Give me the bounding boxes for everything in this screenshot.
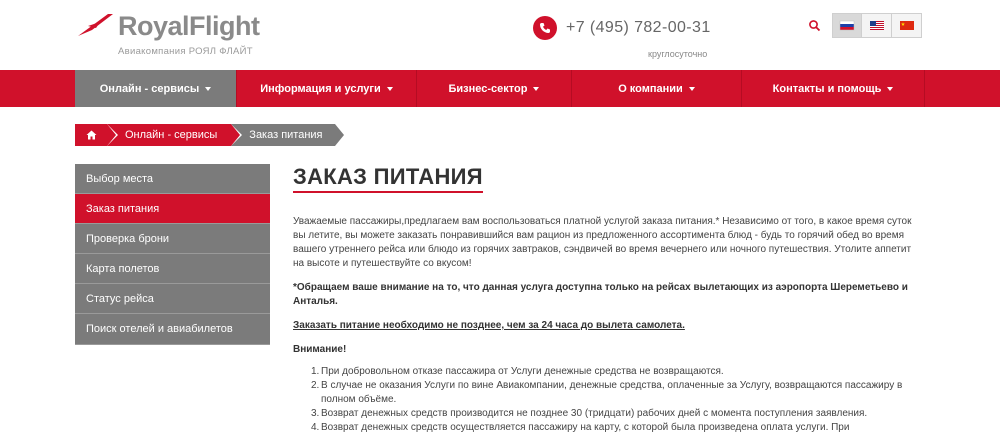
- nav-online-services[interactable]: [75, 70, 237, 107]
- rules-list: [311, 365, 925, 435]
- lang-cn-button[interactable]: [892, 13, 922, 38]
- rule-text: Возврат денежных средств производится не позднее 30 (тридцати) рабочих дней с момента поступления заявления.: [321, 408, 868, 419]
- sidebar-item-flight-map[interactable]: Карта полетов: [75, 254, 270, 284]
- language-switcher: [832, 13, 922, 38]
- rule-text: В случае не оказания Услуги по вине Авиакомпании, денежные средства, оплаченные за Услугу, возвращаются пассажиру в полном объёме.: [321, 380, 903, 405]
- nav-item-label: Онлайн - сервисы: [99, 82, 200, 95]
- deadline-text: Заказать питание необходимо не позднее, чем за 24 часа до вылета самолета.: [293, 320, 685, 331]
- breadcrumb-current: [231, 124, 334, 146]
- breadcrumb-home[interactable]: [75, 124, 107, 146]
- breadcrumb-label: Онлайн - сервисы: [125, 129, 218, 141]
- nav-item-label: Контакты и помощь: [772, 82, 882, 95]
- nav-business[interactable]: [417, 70, 572, 107]
- ru-flag-icon: [840, 21, 854, 30]
- brand-name: RoyalFlight: [118, 11, 260, 41]
- sidebar-item-booking-check[interactable]: Проверка брони: [75, 224, 270, 254]
- phone-number: +7 (495) 782-00-31: [566, 19, 711, 36]
- main-content: [293, 164, 933, 435]
- nav-about[interactable]: [572, 70, 742, 107]
- list-item: 1. При добровольном отказе пассажира от Услуги денежные средства не возвращаются.: [311, 366, 724, 377]
- chevron-down-icon: [387, 87, 393, 91]
- breadcrumb: [75, 124, 335, 146]
- chevron-down-icon: [205, 87, 211, 91]
- nav-info-services[interactable]: [237, 70, 417, 107]
- rule-text: При добровольном отказе пассажира от Услуги денежные средства не возвращаются.: [321, 366, 724, 377]
- nav-item-label: Информация и услуги: [260, 82, 381, 95]
- lang-ru-button[interactable]: [832, 13, 862, 38]
- sidebar-item-flight-status[interactable]: Статус рейса: [75, 284, 270, 314]
- sidebar-item-seat-selection[interactable]: Выбор места: [75, 164, 270, 194]
- brand-subtitle: Авиакомпания РОЯЛ ФЛАЙТ: [118, 46, 253, 57]
- intro-text: Уважаемые пассажиры,предлагаем вам воспользоваться платной услугой заказа питания.* Независимо от того, в какое время суток вы летите, вы можете заказать понравившийся вам рацион из предложенного ассортимента блюд - будь то горячий обед во время вашего утреннего рейса или блюдо из горячих завтраков, сэндвичей во время вечернего или ночного путешествия. Утолите аппетит на высоте и путешествуйте со вкусом!: [293, 216, 912, 269]
- search-icon[interactable]: [808, 19, 822, 33]
- logo-mark-icon: [78, 12, 114, 38]
- notice-text: *Обращаем ваше внимание на то, что данная услуга доступна только на рейсах вылетающих из аэропорта Шереметьево и Анталья.: [293, 282, 908, 307]
- nav-item-label: Бизнес-сектор: [448, 82, 528, 95]
- list-item: 3. Возврат денежных средств производится не позднее 30 (тридцати) рабочих дней с момента поступления заявления.: [311, 408, 868, 419]
- nav-contacts[interactable]: [742, 70, 925, 107]
- list-item: 2. В случае не оказания Услуги по вине Авиакомпании, денежные средства, оплаченные за Услугу, возвращаются пассажиру в полном объёме.: [311, 379, 925, 407]
- lang-en-button[interactable]: [862, 13, 892, 38]
- site-header: [0, 0, 1000, 70]
- rule-text: Возврат денежных средств осуществляется пассажиру на карту, с которой была произведена оплата услуги. При: [321, 422, 850, 433]
- chevron-down-icon: [533, 87, 539, 91]
- page-title: ЗАКАЗ ПИТАНИЯ: [293, 164, 483, 193]
- nav-item-label: О компании: [618, 82, 683, 95]
- home-icon: [86, 130, 97, 140]
- breadcrumb-item[interactable]: [107, 124, 231, 146]
- cn-flag-icon: [900, 21, 914, 30]
- attention-heading: Внимание!: [293, 344, 347, 355]
- chevron-down-icon: [887, 87, 893, 91]
- breadcrumb-label: Заказ питания: [249, 129, 323, 141]
- sidebar-item-meal-order[interactable]: Заказ питания: [75, 194, 270, 224]
- main-nav: [0, 70, 1000, 107]
- logo[interactable]: [78, 12, 260, 40]
- phone-hours: круглосуточно: [648, 49, 708, 59]
- us-flag-icon: [870, 21, 884, 30]
- phone-icon: [533, 16, 557, 40]
- sidebar: [75, 164, 270, 345]
- sidebar-item-hotel-search[interactable]: Поиск отелей и авиабилетов: [75, 314, 270, 345]
- phone-block[interactable]: [533, 16, 711, 40]
- list-item: 4. Возврат денежных средств осуществляется пассажиру на карту, с которой была произведена оплата услуги. При: [311, 422, 850, 433]
- chevron-down-icon: [689, 87, 695, 91]
